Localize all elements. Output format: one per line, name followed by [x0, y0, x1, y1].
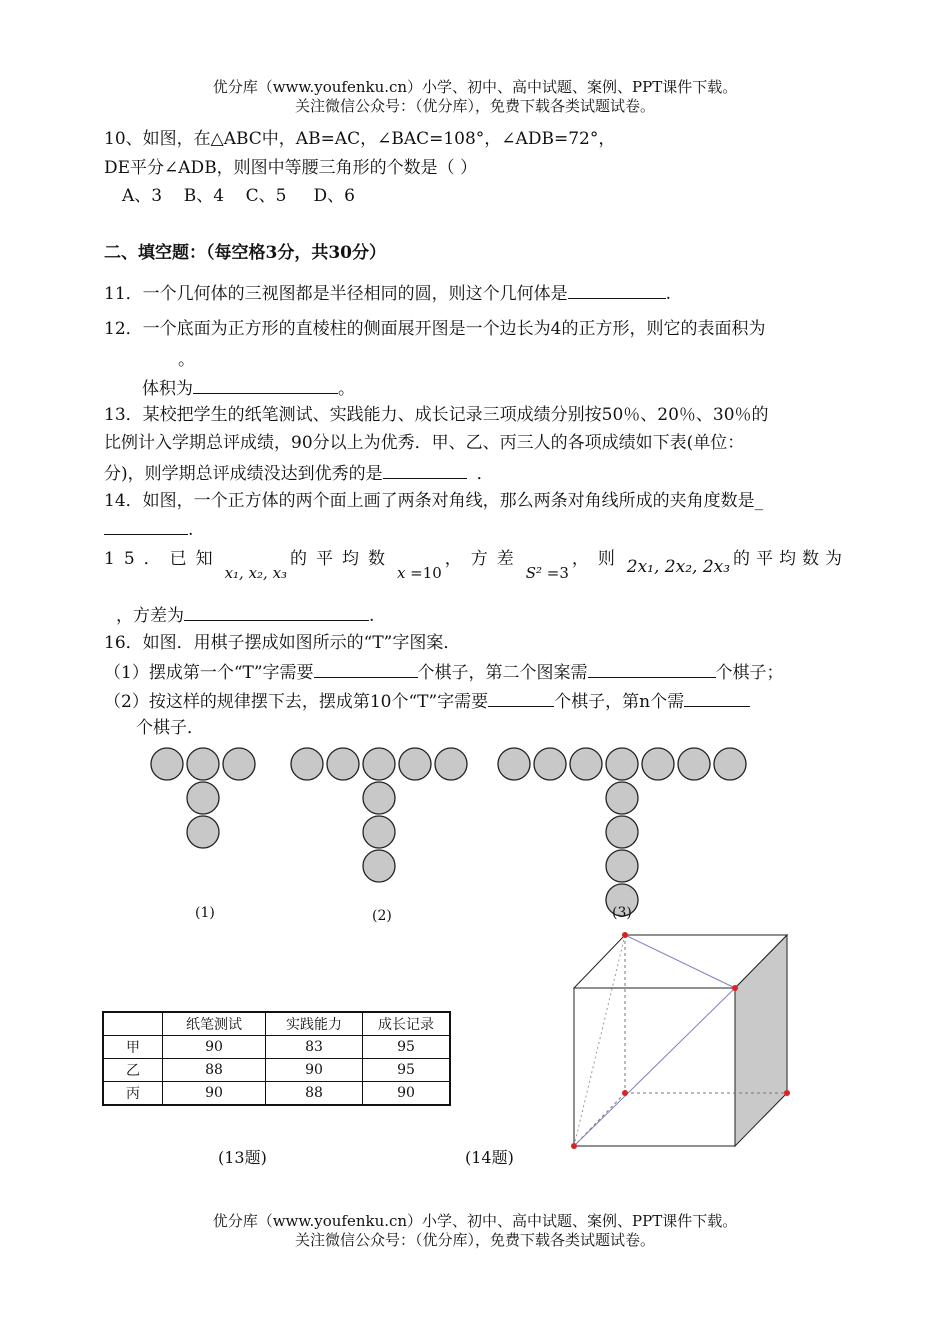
- q13-line-1: 13．某校把学生的纸笔测试、实践能力、成长记录三项成绩分别按50％、20％、30％的: [104, 405, 769, 425]
- chess-piece-top-row: [187, 748, 219, 780]
- chess-piece-top-row: [498, 748, 530, 780]
- q14-line-1: 14．如图，一个正方体的两个面上画了两条对角线，那么两条对角线所成的夹角度数是_: [104, 491, 764, 511]
- cube-vertex-dot: [784, 1090, 790, 1096]
- chess-piece-stem: [363, 816, 395, 848]
- table-cell: 88: [266, 1082, 363, 1106]
- table-cell: 90: [163, 1082, 266, 1106]
- q11-text: 11．一个几何体的三视图都是半径相同的圆，则这个几何体是: [104, 284, 568, 304]
- q15-part-1: 15．已知: [104, 549, 222, 569]
- q13-line-2: 比例计入学期总评成绩，90分以上为优秀．甲、乙、丙三人的各项成绩如下表(单位：: [104, 433, 745, 453]
- table-cell: 90: [163, 1036, 266, 1059]
- table-cell: 88: [163, 1059, 266, 1082]
- q15-part-3: ，方差: [444, 549, 523, 569]
- cube-vertex-dot: [732, 985, 738, 991]
- table-cell: 83: [266, 1036, 363, 1059]
- q16-blank-3[interactable]: [488, 689, 554, 707]
- chess-piece-top-row: [327, 748, 359, 780]
- table-cell: 90: [266, 1059, 363, 1082]
- chess-piece-top-row: [606, 748, 638, 780]
- q11-blank[interactable]: [568, 281, 666, 299]
- q15-part-2: 的平均数: [290, 549, 395, 569]
- q12-line-3-end: 。: [338, 379, 355, 399]
- table-row: [103, 1059, 450, 1082]
- table-cell: 乙: [103, 1059, 163, 1082]
- chess-piece-stem: [606, 850, 638, 882]
- q12-volume-label: 体积为: [142, 379, 193, 399]
- q14-blank[interactable]: [104, 517, 188, 535]
- t-pattern-figures: [0, 740, 950, 940]
- chess-piece-top-row: [570, 748, 602, 780]
- caption-13: (13题): [218, 1148, 267, 1167]
- q15-line-1: [104, 548, 848, 588]
- chess-piece-stem: [606, 782, 638, 814]
- q13-end: ．: [476, 464, 494, 484]
- table-row: [103, 1082, 450, 1106]
- table-header-row: [103, 1012, 450, 1036]
- table-cell: 丙: [103, 1082, 163, 1106]
- chess-piece-top-row: [291, 748, 323, 780]
- table-cell: 95: [363, 1059, 451, 1082]
- t-label-3: (3): [612, 905, 632, 921]
- q13-line-3-text: 分)，则学期总评成绩没达到优秀的是: [104, 464, 383, 484]
- q12-volume-blank[interactable]: [193, 376, 338, 394]
- q15-variance: [526, 548, 569, 584]
- q13-blank[interactable]: [383, 461, 467, 479]
- chess-piece-top-row: [714, 748, 746, 780]
- chess-piece-stem: [187, 816, 219, 848]
- q15-variance-symbol: S² =: [525, 564, 560, 582]
- q13-line-3: [104, 461, 494, 485]
- cube-vertex-dot: [622, 1090, 628, 1096]
- chess-piece-top-row: [678, 748, 710, 780]
- q14-end: .: [188, 520, 194, 540]
- chess-piece-top-row: [642, 748, 674, 780]
- table-header-cell: 实践能力: [266, 1012, 363, 1036]
- table-header-cell: 成长记录: [363, 1012, 451, 1036]
- chess-piece-top-row: [223, 748, 255, 780]
- q15-part-4: ，则: [571, 549, 624, 569]
- q16-part-2: 个棋子，第二个图案需: [417, 663, 588, 683]
- q16-part-3: 个棋子；: [715, 663, 784, 683]
- chess-piece-top-row: [435, 748, 467, 780]
- q15-vars: x₁, x₂, x₃: [224, 564, 288, 582]
- q15-part-5: 的平均数为: [733, 549, 848, 569]
- q16-blank-1[interactable]: [314, 660, 418, 678]
- q12-line-1: 12．一个底面为正方形的直棱柱的侧面展开图是一个边长为4的正方形，则它的表面积为: [104, 319, 766, 339]
- q15-mean-symbol: x =: [396, 564, 423, 582]
- header-line-1: 优分库（www.youfenku.cn）小学、初中、高中试题、案例、PPT课件下载。: [212, 78, 738, 96]
- q15-mean: [397, 548, 442, 584]
- t-label-1: (1): [195, 905, 215, 921]
- q15-line-2: [116, 603, 374, 627]
- section-2-title: 二、填空题：（每空格3分，共30分）: [104, 243, 386, 263]
- table-row: [103, 1036, 450, 1059]
- q15-variance-blank[interactable]: [184, 603, 369, 621]
- score-table: [102, 1011, 451, 1106]
- chess-piece-top-row: [363, 748, 395, 780]
- chess-piece-stem: [187, 782, 219, 814]
- header-line-2: 关注微信公众号：（优分库），免费下载各类试题试卷。: [294, 97, 655, 115]
- q15-variance-label: ，方差为: [116, 606, 184, 626]
- q15-vars-2: 2x₁, 2x₂, 2x₃: [626, 557, 731, 577]
- footer-line-1: 优分库（www.youfenku.cn）小学、初中、高中试题、案例、PPT课件下载。: [212, 1212, 738, 1230]
- table-cell: 95: [363, 1036, 451, 1059]
- t-label-2: (2): [372, 908, 392, 924]
- q16-line-2: [104, 660, 784, 684]
- q16-blank-4[interactable]: [684, 689, 750, 707]
- q16-part-1: （1）摆成第一个“T”字需要: [104, 663, 314, 683]
- caption-14: (14题): [465, 1148, 514, 1167]
- footer-line-2: 关注微信公众号：（优分库），免费下载各类试题试卷。: [294, 1231, 655, 1249]
- chess-piece-top-row: [534, 748, 566, 780]
- q15-mean-value: 10: [422, 564, 442, 582]
- table-cell: 90: [363, 1082, 451, 1106]
- q10-line-2: DE平分∠ADB，则图中等腰三角形的个数是（ ）: [104, 158, 478, 178]
- q12-line-3: [142, 376, 355, 400]
- q16-line-1: 16．如图．用棋子摆成如图所示的“T”字图案．: [104, 633, 461, 653]
- chess-piece-top-row: [151, 748, 183, 780]
- table-cell: 甲: [103, 1036, 163, 1059]
- q16-blank-2[interactable]: [588, 660, 716, 678]
- cube-figure: [566, 925, 796, 1155]
- q16-line-3: [104, 689, 750, 713]
- q10-options: A、3 B、4 C、5 D、6: [122, 186, 355, 206]
- q10-line-1: 10、如图，在△ABC中，AB=AC，∠BAC=108°，∠ADB=72°，: [104, 129, 616, 149]
- q11-end: .: [665, 284, 672, 304]
- q14-line-2: [104, 517, 193, 541]
- page-header: [0, 78, 950, 116]
- chess-piece-stem: [363, 850, 395, 882]
- q15-variance-value: 3: [559, 564, 569, 582]
- chess-piece-stem: [363, 782, 395, 814]
- q11: [104, 281, 671, 305]
- q16-part-5: 个棋子，第n个需: [554, 692, 685, 712]
- cube-vertex-dot: [622, 932, 628, 938]
- cube-diagonal-front: [574, 988, 735, 1146]
- table-header-cell: [103, 1012, 163, 1036]
- chess-piece-top-row: [399, 748, 431, 780]
- cube-vertex-dot: [571, 1143, 577, 1149]
- q16-part-4: （2）按这样的规律摆下去，摆成第10个“T”字需要: [104, 692, 489, 712]
- page-footer: [0, 1212, 950, 1250]
- q15-end: .: [369, 606, 375, 626]
- q16-line-4: 个棋子．: [136, 718, 204, 738]
- table-header-cell: 纸笔测试: [163, 1012, 266, 1036]
- q12-line-2: 。: [178, 350, 195, 370]
- chess-piece-stem: [606, 816, 638, 848]
